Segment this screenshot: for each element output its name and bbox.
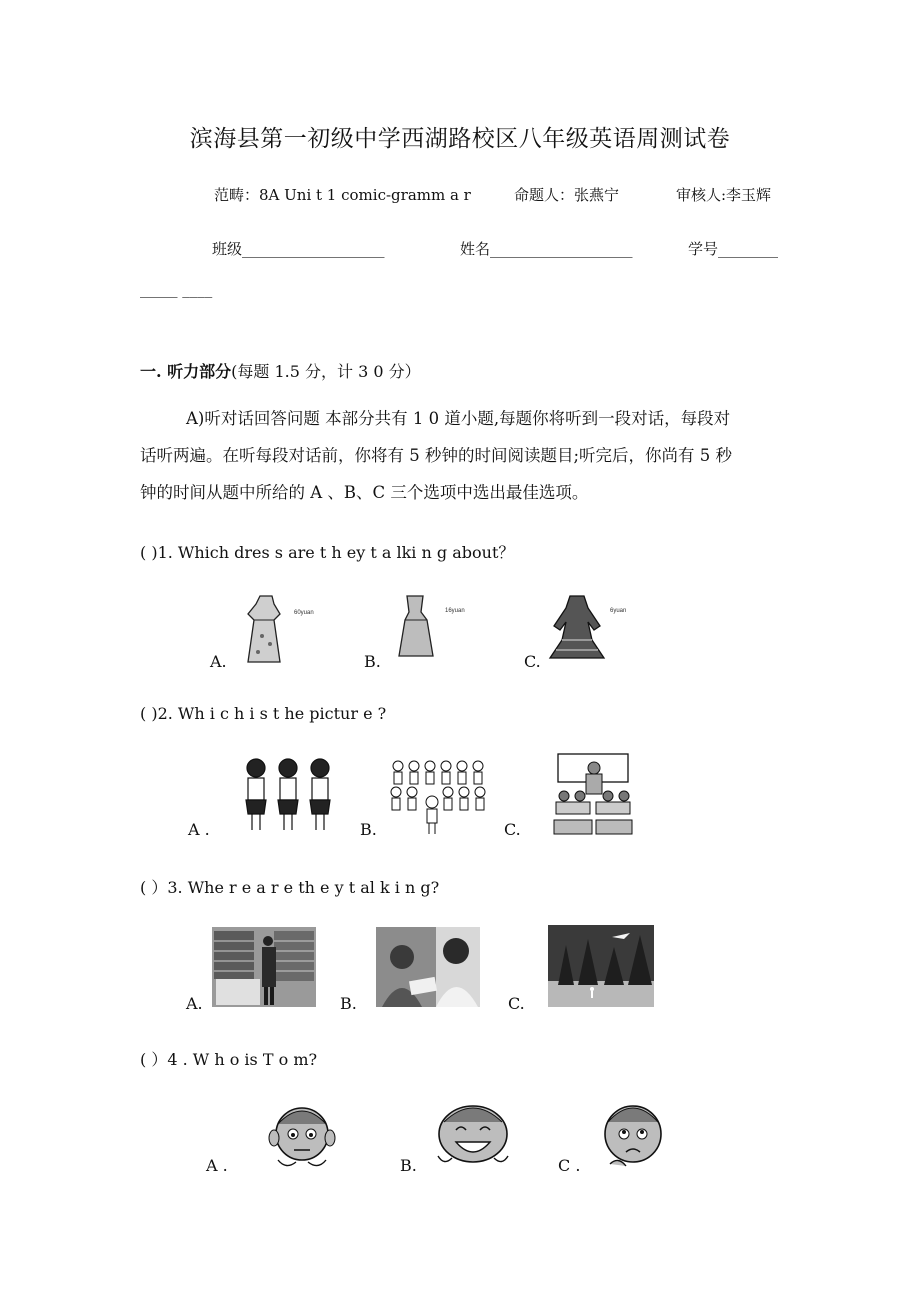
classroom-image [550, 752, 636, 838]
dress-b-price: 16yuan [445, 608, 465, 614]
boy-face-a [266, 1100, 338, 1172]
dress-a-price: 60yuan [294, 610, 314, 616]
choir-image [386, 756, 486, 836]
library-photo [212, 927, 316, 1007]
class-label: 班级 [212, 240, 243, 258]
boy-face-b [430, 1100, 516, 1172]
question-2 [140, 704, 386, 723]
option-a[interactable]: A. [186, 994, 203, 1013]
instructions-line-2: 话听两遍。在听每段对话前，你将有 5 秒钟的时间阅读题目;听完后，你尚有 5 秒 [140, 446, 733, 465]
name-blank: ___________________ [490, 240, 633, 258]
answer-blank[interactable]: ( ) [140, 543, 158, 562]
answer-blank[interactable]: ( ） [140, 1050, 168, 1069]
park-photo [548, 925, 654, 1007]
instructions-line-1: A)听对话回答问题 本部分共有 1 0 道小题,每题你将听到一段对话，每段对 [186, 409, 731, 428]
dress-c-image [548, 590, 648, 670]
question-text: 2. Wh i c h i s t he pictur e ? [157, 704, 387, 723]
question-text: 4 . W h o is T o m? [167, 1050, 318, 1069]
section-heading-rest: (每题 1.5 分，计 3 0 分） [231, 362, 421, 381]
id-blank-continued: _____ ____ [140, 280, 213, 298]
class-field[interactable] [212, 238, 385, 259]
reviewer-label: 审核人:李玉辉 [676, 186, 772, 204]
girls-singing-image [240, 752, 336, 836]
boy-face-c [596, 1098, 670, 1174]
dress-b-image [393, 590, 493, 664]
section-heading [140, 359, 421, 382]
option-c[interactable]: C . [558, 1156, 581, 1175]
section-heading-bold: 一. 听力部分 [140, 362, 232, 381]
option-c[interactable]: C. [524, 652, 541, 671]
name-label: 姓名 [460, 240, 491, 258]
id-blank: ________ [718, 240, 779, 258]
page-title: 滨海县第一初级中学西湖路校区八年级英语周测试卷 [189, 126, 731, 152]
instructions-line-3: 钟的时间从题中所给的 A 、B、C 三个选项中选出最佳选项。 [140, 483, 589, 502]
id-field[interactable] [688, 238, 778, 259]
answer-blank[interactable]: ( ) [140, 704, 158, 723]
option-a[interactable]: A. [210, 652, 227, 671]
students-photo [376, 927, 480, 1007]
name-field[interactable] [460, 238, 633, 259]
question-3 [140, 875, 439, 898]
dress-a-image [236, 590, 336, 674]
option-c[interactable]: C. [508, 994, 525, 1013]
scope-label: 范畴：8A Uni t 1 comic-gramm a r [214, 186, 471, 204]
question-text: 1. Which dres s are t h ey t a lki n g about？ [157, 543, 515, 562]
question-1 [140, 540, 514, 563]
option-c[interactable]: C. [504, 820, 521, 839]
dress-c-price: 6yuan [610, 608, 627, 614]
option-a[interactable]: A . [206, 1156, 228, 1175]
option-a[interactable]: A . [188, 820, 210, 839]
option-b[interactable]: B. [364, 652, 381, 671]
option-b[interactable]: B. [340, 994, 357, 1013]
id-label: 学号 [688, 240, 719, 258]
answer-blank[interactable]: ( ） [140, 878, 168, 897]
class-blank: ___________________ [242, 240, 385, 258]
option-b[interactable]: B. [360, 820, 377, 839]
author-label: 命题人：张燕宁 [514, 186, 620, 204]
option-b[interactable]: B. [400, 1156, 417, 1175]
question-text: 3. Whe r e a r e th e y t al k i n g? [167, 878, 440, 897]
question-4 [140, 1047, 317, 1070]
